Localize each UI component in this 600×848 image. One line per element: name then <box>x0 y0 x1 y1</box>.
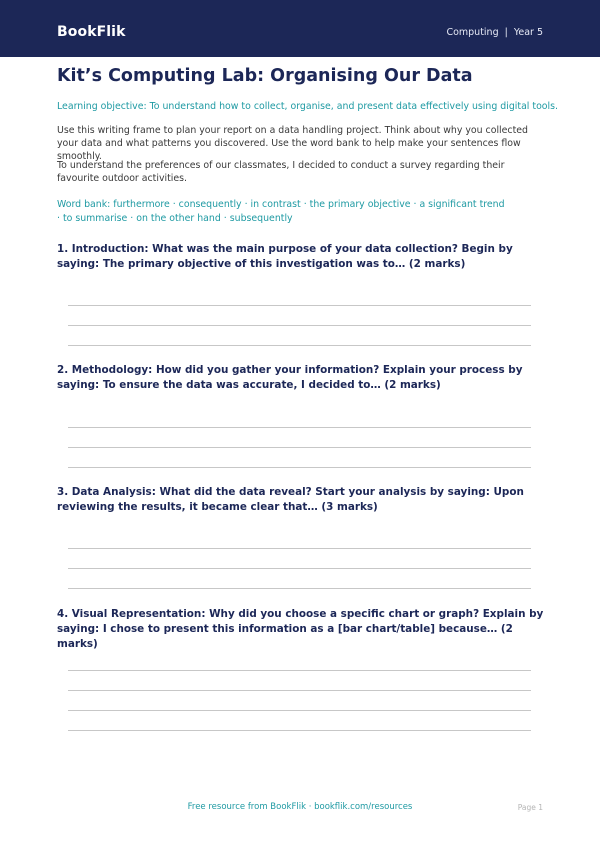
subject-label: Computing <box>446 27 499 38</box>
word-bank: Word bank: furthermore · consequently · in contrast · the primary objective · a significant trend · to summarise · on the other hand · subsequently <box>57 199 505 224</box>
answer-line[interactable] <box>68 670 531 671</box>
answer-line[interactable] <box>68 568 531 569</box>
answer-line[interactable] <box>68 447 531 448</box>
answer-line[interactable] <box>68 690 531 691</box>
answer-line[interactable] <box>68 427 531 428</box>
question-3: 3. Data Analysis: What did the data reveal? Start your analysis by saying: Upon reviewing the results, it became clear that… (3 marks) <box>57 486 524 513</box>
answer-line[interactable] <box>68 467 531 468</box>
year-label: Year 5 <box>513 27 543 38</box>
learning-objective: Learning objective: To understand how to collect, organise, and present data effectively using digital tools. <box>57 101 559 112</box>
page-header <box>0 0 600 57</box>
instructions-paragraph: Use this writing frame to plan your report on a data handling project. Think about why you collected your data and what patterns you discovered. Use the word bank to help make your sentences flow smoothly. <box>57 125 528 162</box>
header-meta <box>446 27 543 38</box>
footer-resource-link[interactable]: Free resource from BookFlik · bookflik.com/resources <box>187 802 413 812</box>
question-4: 4. Visual Representation: Why did you choose a specific chart or graph? Explain by saying: I chose to present this information as a [bar chart/table] because… (2 marks) <box>57 608 544 650</box>
answer-line[interactable] <box>68 325 531 326</box>
answer-line[interactable] <box>68 345 531 346</box>
answer-line[interactable] <box>68 548 531 549</box>
answer-line[interactable] <box>68 710 531 711</box>
page-title: Kit’s Computing Lab: Organising Our Data <box>57 66 473 86</box>
header-separator: | <box>504 27 508 38</box>
brand-logo: BookFlik <box>57 24 126 40</box>
question-2: 2. Methodology: How did you gather your information? Explain your process by saying: To ensure the data was accurate, I decided to… (2 marks) <box>57 364 523 391</box>
context-paragraph: To understand the preferences of our classmates, I decided to conduct a survey regarding their favourite outdoor activities. <box>57 160 505 184</box>
answer-line[interactable] <box>68 588 531 589</box>
question-1: 1. Introduction: What was the main purpose of your data collection? Begin by saying: The primary objective of this investigation was to… (2 marks) <box>57 243 513 270</box>
answer-line[interactable] <box>68 305 531 306</box>
page-number: Page 1 <box>517 803 543 812</box>
answer-line[interactable] <box>68 730 531 731</box>
